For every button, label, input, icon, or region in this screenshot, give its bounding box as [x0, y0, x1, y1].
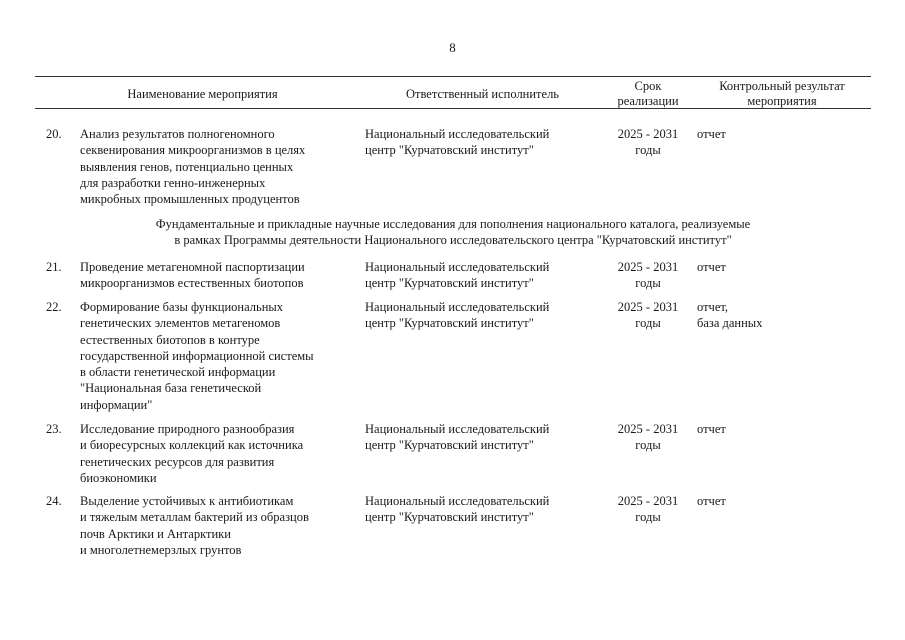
row-result: отчет: [697, 422, 726, 436]
header-col-term: Срок реализации: [617, 79, 679, 108]
row-term: 2025 - 2031 годы: [617, 300, 679, 331]
header-top-rule: [35, 76, 871, 77]
row-number: 21.: [46, 260, 62, 274]
page-number: 8: [449, 40, 456, 55]
row-responsible: Национальный исследовательский центр "Курчатовский институт": [365, 300, 550, 331]
header-bottom-rule: [35, 108, 871, 109]
row-name: Проведение метагеномной паспортизации микроорганизмов естественных биотопов: [80, 260, 305, 291]
row-result: отчет: [697, 494, 726, 508]
section-heading: Фундаментальные и прикладные научные исследования для пополнения национального каталога, реализуемые в рамках Программы деятельности Национального исследовательского центра "Курчатовский институт": [155, 217, 751, 248]
row-number: 23.: [46, 422, 62, 436]
row-term: 2025 - 2031 годы: [617, 494, 679, 525]
header-col-name: Наименование мероприятия: [127, 87, 278, 101]
row-responsible: Национальный исследовательский центр "Курчатовский институт": [365, 422, 550, 453]
header-col-responsible: Ответственный исполнитель: [405, 87, 560, 101]
row-name: Формирование базы функциональных генетических элементов метагеномов естественных биотопов в контуре государственной информационной системы в области генетической информации "Национальная база генетической информации": [80, 300, 314, 412]
row-number: 20.: [46, 127, 62, 141]
row-term: 2025 - 2031 годы: [617, 422, 679, 453]
row-result: отчет: [697, 127, 726, 141]
row-result: отчет: [697, 260, 726, 274]
row-number: 22.: [46, 300, 62, 314]
row-name: Анализ результатов полногеномного секвенирования микроорганизмов в целях выявления генов, потенциально ценных для разработки генно-инженерных микробных промышленных продуцентов: [80, 127, 306, 207]
row-term: 2025 - 2031 годы: [617, 127, 679, 158]
row-number: 24.: [46, 494, 62, 508]
row-responsible: Национальный исследовательский центр "Курчатовский институт": [365, 127, 550, 158]
row-name: Выделение устойчивых к антибиотикам и тяжелым металлам бактерий из образцов почв Арктики и Антарктики и многолетнемерзлых грунтов: [80, 494, 309, 557]
row-responsible: Национальный исследовательский центр "Курчатовский институт": [365, 494, 550, 525]
row-result: отчет, база данных: [697, 300, 763, 331]
row-name: Исследование природного разнообразия и биоресурсных коллекций как источника генетических ресурсов для развития биоэкономики: [80, 422, 304, 485]
header-col-result: Контрольный результат мероприятия: [719, 79, 845, 108]
row-term: 2025 - 2031 годы: [617, 260, 679, 291]
row-responsible: Национальный исследовательский центр "Курчатовский институт": [365, 260, 550, 291]
